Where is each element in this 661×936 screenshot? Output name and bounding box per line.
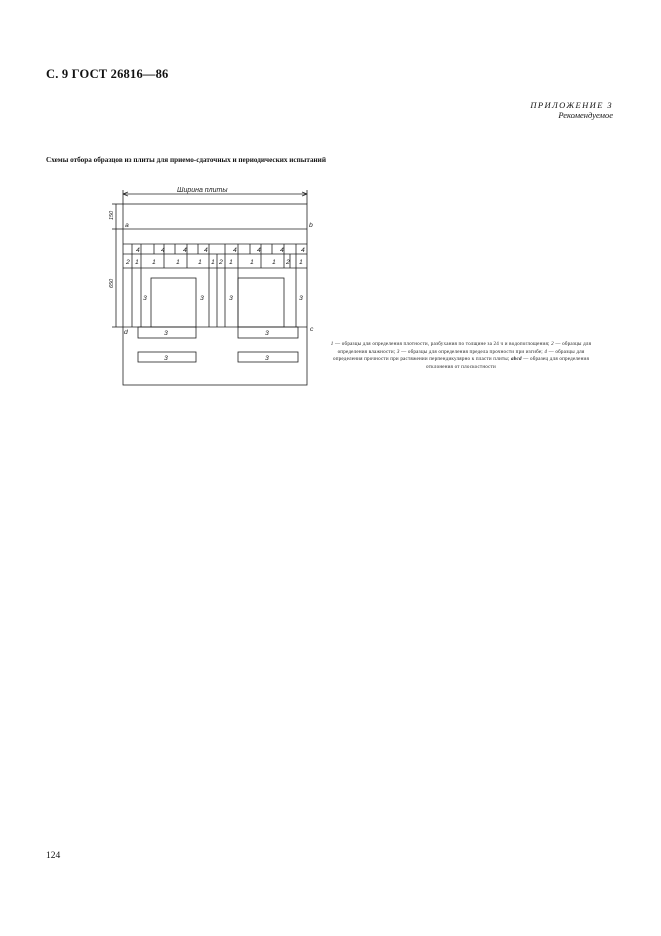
label-2: 2 (219, 259, 223, 266)
label-4: 4 (161, 247, 165, 254)
legend-text-2: — образцы для определения влажности; (337, 341, 592, 355)
page-number: 124 (46, 851, 61, 861)
label-2: 2 (126, 259, 130, 266)
corner-b: b (309, 222, 313, 229)
corner-d: d (124, 329, 128, 336)
legend-abcd: abcd (511, 356, 522, 363)
label-4: 4 (280, 247, 284, 254)
label-3: 3 (299, 295, 303, 302)
label-4: 4 (257, 247, 261, 254)
label-1: 1 (198, 259, 202, 266)
label-3: 3 (164, 330, 168, 337)
legend-number-3: 3 (396, 348, 400, 355)
legend-number-4: 4 (544, 348, 548, 355)
label-1: 1 (152, 259, 156, 266)
label-3: 3 (200, 295, 204, 302)
appendix-title: ПРИЛОЖЕНИЕ 3 (530, 100, 613, 110)
label-2: 2 (286, 259, 290, 266)
label-1: 1 (299, 259, 303, 266)
label-4: 4 (233, 247, 237, 254)
figure-legend (323, 341, 599, 371)
label-3: 3 (164, 355, 168, 362)
corner-c: c (310, 326, 314, 333)
label-3: 3 (229, 295, 233, 302)
legend-text-5: — образец для определения отклонения от плоскостности (426, 356, 590, 370)
label-1: 1 (176, 259, 180, 266)
label-1: 1 (229, 259, 233, 266)
legend-text-3: — образцы для определения предела прочности при изгибе; (399, 348, 543, 355)
label-4: 4 (204, 247, 208, 254)
appendix-subtitle: Рекомендуемое (558, 110, 613, 120)
label-1: 1 (211, 259, 215, 266)
label-4: 4 (136, 247, 140, 254)
legend-number-2: 2 (551, 341, 554, 347)
sampling-scheme-figure (105, 184, 317, 390)
width-label: Ширина плиты (177, 187, 228, 194)
corner-a: a (125, 222, 129, 229)
dimension-top: 150 (109, 210, 115, 220)
legend-text-4: — образцы для определения прочности при растяжении перпендикулярно к пласти плиты; (332, 348, 585, 363)
label-3: 3 (265, 355, 269, 362)
label-4: 4 (183, 247, 187, 254)
label-1: 1 (272, 259, 276, 266)
page-header: С. 9 ГОСТ 26816—86 (46, 67, 169, 81)
section-title: Схемы отбора образцов из плиты для приемо-сдаточных и периодических испытаний (46, 156, 326, 164)
dimension-side: 650 (109, 278, 115, 288)
legend-text-1: — образцы для определения плотности, разбухания по толщине за 24 ч и водопоглощения; (333, 341, 550, 347)
appendix-label (530, 100, 613, 120)
label-3: 3 (143, 295, 147, 302)
label-4: 4 (301, 247, 305, 254)
label-3: 3 (265, 330, 269, 337)
label-1: 1 (135, 259, 139, 266)
label-1: 1 (250, 259, 254, 266)
legend-number-1: 1 (330, 341, 334, 347)
